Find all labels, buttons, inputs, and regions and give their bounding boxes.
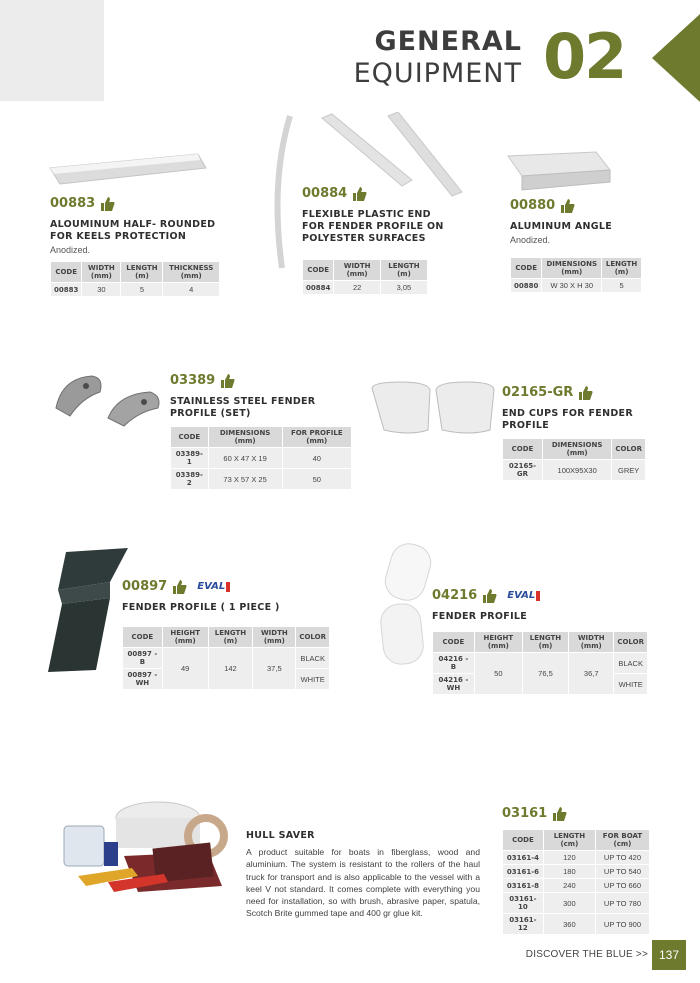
table-cell: 142 bbox=[209, 648, 253, 689]
thumbs-up-icon bbox=[353, 187, 367, 201]
thumbs-up-icon bbox=[101, 197, 115, 211]
table-row bbox=[503, 865, 649, 878]
product-code: 00884 bbox=[302, 186, 348, 201]
table-cell: 03161-4 bbox=[503, 851, 543, 864]
spec-table bbox=[502, 438, 646, 481]
column-header: LENGTH (m) bbox=[381, 260, 427, 280]
half-rounded-profile-image bbox=[48, 150, 208, 190]
column-header: LENGTH (m) bbox=[121, 262, 162, 282]
stainless-fender-ends-image bbox=[52, 372, 164, 428]
product-04216 bbox=[432, 588, 648, 695]
table-cell: 300 bbox=[544, 893, 595, 913]
table-cell: 03161-6 bbox=[503, 865, 543, 878]
table-cell: 36,7 bbox=[569, 653, 613, 694]
thumbs-up-icon bbox=[579, 386, 593, 400]
column-header: WIDTH (mm) bbox=[569, 632, 613, 652]
product-03161 bbox=[502, 806, 650, 935]
table-cell: 02165-GR bbox=[503, 460, 542, 480]
product-name-line2: FOR FENDER PROFILE ON bbox=[302, 221, 444, 232]
column-header: CODE bbox=[123, 627, 162, 647]
table-cell: 120 bbox=[544, 851, 595, 864]
table-cell: UP TO 900 bbox=[596, 914, 649, 934]
product-name-line2: PROFILE bbox=[502, 420, 550, 431]
thumbs-up-icon bbox=[173, 580, 187, 594]
product-name: ALUMINUM ANGLE bbox=[510, 221, 613, 232]
table-cell: 76,5 bbox=[523, 653, 568, 694]
product-code: 04216 bbox=[432, 588, 478, 603]
end-cups-image bbox=[370, 380, 496, 438]
table-cell: 4 bbox=[163, 283, 219, 296]
product-name-line2: PROFILE (SET) bbox=[170, 408, 251, 419]
column-header: COLOR bbox=[614, 632, 647, 652]
table-cell: 30 bbox=[82, 283, 120, 296]
section-title: GENERAL bbox=[374, 26, 522, 57]
product-00883 bbox=[50, 196, 220, 297]
corner-block bbox=[0, 0, 104, 101]
table-cell: 60 X 47 X 19 bbox=[209, 448, 282, 468]
table-cell: UP TO 420 bbox=[596, 851, 649, 864]
spec-table bbox=[510, 257, 642, 293]
thumbs-up-icon bbox=[221, 374, 235, 388]
product-code: 03389 bbox=[170, 373, 216, 388]
eval-brand-logo: EVAL bbox=[507, 590, 540, 601]
column-header: WIDTH (mm) bbox=[334, 260, 380, 280]
spec-table bbox=[50, 261, 220, 297]
spec-table bbox=[122, 626, 330, 690]
product-name: FENDER PROFILE bbox=[432, 611, 528, 622]
column-header: LENGTH (cm) bbox=[544, 830, 595, 850]
column-header: COLOR bbox=[612, 439, 645, 459]
column-header: CODE bbox=[303, 260, 333, 280]
fender-profile-white-image bbox=[378, 542, 434, 668]
fender-profile-black-image bbox=[46, 548, 130, 674]
product-name: END CUPS FOR FENDER bbox=[502, 408, 633, 419]
chapter-arrow-icon bbox=[652, 14, 700, 102]
table-row bbox=[51, 283, 219, 296]
product-03389 bbox=[170, 373, 352, 490]
product-name: HULL SAVER bbox=[246, 830, 315, 841]
table-row bbox=[503, 893, 649, 913]
column-header: COLOR bbox=[296, 627, 329, 647]
table-cell: 00880 bbox=[511, 279, 541, 292]
hull-saver-kit-image bbox=[58, 796, 230, 906]
product-description: Anodized. bbox=[510, 235, 551, 245]
section-subtitle: EQUIPMENT bbox=[353, 58, 522, 89]
product-name: ALOUMINUM HALF- ROUNDED bbox=[50, 219, 216, 230]
column-header: FOR BOAT (cm) bbox=[596, 830, 649, 850]
table-cell: WHITE bbox=[296, 669, 329, 689]
table-cell: 5 bbox=[121, 283, 162, 296]
table-row bbox=[503, 851, 649, 864]
table-cell: 03389-2 bbox=[171, 469, 208, 489]
table-row bbox=[171, 448, 351, 468]
column-header: DIMENSIONS (mm) bbox=[209, 427, 282, 447]
thumbs-up-icon bbox=[553, 807, 567, 821]
table-cell: 50 bbox=[283, 469, 351, 489]
column-header: CODE bbox=[503, 439, 542, 459]
product-code: 00880 bbox=[510, 198, 556, 213]
table-cell: 73 X 57 X 25 bbox=[209, 469, 282, 489]
table-row bbox=[433, 653, 647, 673]
column-header: HEIGHT (mm) bbox=[475, 632, 522, 652]
spec-table bbox=[502, 829, 650, 935]
product-description: Anodized. bbox=[50, 245, 91, 255]
column-header: CODE bbox=[503, 830, 543, 850]
page-number: 137 bbox=[652, 940, 686, 970]
table-cell: 3,05 bbox=[381, 281, 427, 294]
column-header: WIDTH (mm) bbox=[253, 627, 295, 647]
product-code: 00883 bbox=[50, 196, 96, 211]
table-cell: 00897 - B bbox=[123, 648, 162, 668]
table-cell: UP TO 660 bbox=[596, 879, 649, 892]
table-cell: GREY bbox=[612, 460, 645, 480]
spec-table bbox=[432, 631, 648, 695]
thumbs-up-icon bbox=[483, 589, 497, 603]
table-cell: 00897 - WH bbox=[123, 669, 162, 689]
column-header: LENGTH (m) bbox=[523, 632, 568, 652]
product-name-line3: POLYESTER SURFACES bbox=[302, 233, 426, 244]
table-cell: UP TO 540 bbox=[596, 865, 649, 878]
product-00897 bbox=[122, 579, 330, 690]
spec-table bbox=[302, 259, 428, 295]
table-cell: 00883 bbox=[51, 283, 81, 296]
column-header: CODE bbox=[51, 262, 81, 282]
table-cell: 03389-1 bbox=[171, 448, 208, 468]
column-header: CODE bbox=[171, 427, 208, 447]
table-cell: 100X95X30 bbox=[543, 460, 611, 480]
table-cell: BLACK bbox=[296, 648, 329, 668]
column-header: LENGTH (m) bbox=[209, 627, 253, 647]
eval-brand-logo: EVAL bbox=[197, 581, 230, 592]
column-header: HEIGHT (mm) bbox=[163, 627, 208, 647]
product-code: 02165-GR bbox=[502, 385, 574, 400]
column-header: THICKNESS (mm) bbox=[163, 262, 219, 282]
product-name: FENDER PROFILE ( 1 PIECE ) bbox=[122, 602, 280, 613]
column-header: FOR PROFILE (mm) bbox=[283, 427, 351, 447]
column-header: LENGTH (m) bbox=[602, 258, 641, 278]
table-cell: 360 bbox=[544, 914, 595, 934]
table-row bbox=[503, 879, 649, 892]
table-row bbox=[503, 460, 645, 480]
product-code: 03161 bbox=[502, 806, 548, 821]
table-row bbox=[123, 648, 329, 668]
table-cell: 240 bbox=[544, 879, 595, 892]
table-cell: BLACK bbox=[614, 653, 647, 673]
table-cell: 03161-10 bbox=[503, 893, 543, 913]
table-cell: 37,5 bbox=[253, 648, 295, 689]
table-cell: 03161-12 bbox=[503, 914, 543, 934]
column-header: DIMENSIONS (mm) bbox=[542, 258, 601, 278]
table-row bbox=[503, 914, 649, 934]
spec-table bbox=[170, 426, 352, 490]
product-hull-saver bbox=[246, 830, 480, 920]
product-02165-gr bbox=[502, 385, 646, 481]
table-row bbox=[303, 281, 427, 294]
table-cell: 49 bbox=[163, 648, 208, 689]
product-name: FLEXIBLE PLASTIC END bbox=[302, 209, 431, 220]
product-name: STAINLESS STEEL FENDER bbox=[170, 396, 316, 407]
product-name-line2: FOR KEELS PROTECTION bbox=[50, 231, 187, 242]
column-header: WIDTH (mm) bbox=[82, 262, 120, 282]
table-cell: 180 bbox=[544, 865, 595, 878]
table-cell: 03161-8 bbox=[503, 879, 543, 892]
product-00884 bbox=[302, 186, 444, 295]
table-cell: 40 bbox=[283, 448, 351, 468]
table-cell: 04216 - B bbox=[433, 653, 474, 673]
thumbs-up-icon bbox=[561, 199, 575, 213]
footer-tagline: DISCOVER THE BLUE >> bbox=[525, 949, 648, 960]
table-cell: 00884 bbox=[303, 281, 333, 294]
column-header: CODE bbox=[511, 258, 541, 278]
product-description: A product suitable for boats in fiberglass, wood and aluminium. The system is resistant to the rollers of the haul truck for transport and is also applicable to the vessel with a keel V not standard. It comes complete with everything you need for installation, so with brush, abrasive paper, spatula, Scotch Brite gummed tape and 400 gr glue kit. bbox=[246, 847, 480, 919]
aluminum-angle-image bbox=[506, 150, 616, 194]
column-header: DIMENSIONS (mm) bbox=[543, 439, 611, 459]
table-cell: UP TO 780 bbox=[596, 893, 649, 913]
table-cell: 5 bbox=[602, 279, 641, 292]
chapter-number: 02 bbox=[543, 20, 626, 93]
column-header: CODE bbox=[433, 632, 474, 652]
table-cell: 04216 - WH bbox=[433, 674, 474, 694]
table-row bbox=[511, 279, 641, 292]
product-00880 bbox=[510, 198, 642, 293]
table-cell: 22 bbox=[334, 281, 380, 294]
table-cell: W 30 X H 30 bbox=[542, 279, 601, 292]
table-cell: WHITE bbox=[614, 674, 647, 694]
table-cell: 50 bbox=[475, 653, 522, 694]
product-code: 00897 bbox=[122, 579, 168, 594]
table-row bbox=[171, 469, 351, 489]
